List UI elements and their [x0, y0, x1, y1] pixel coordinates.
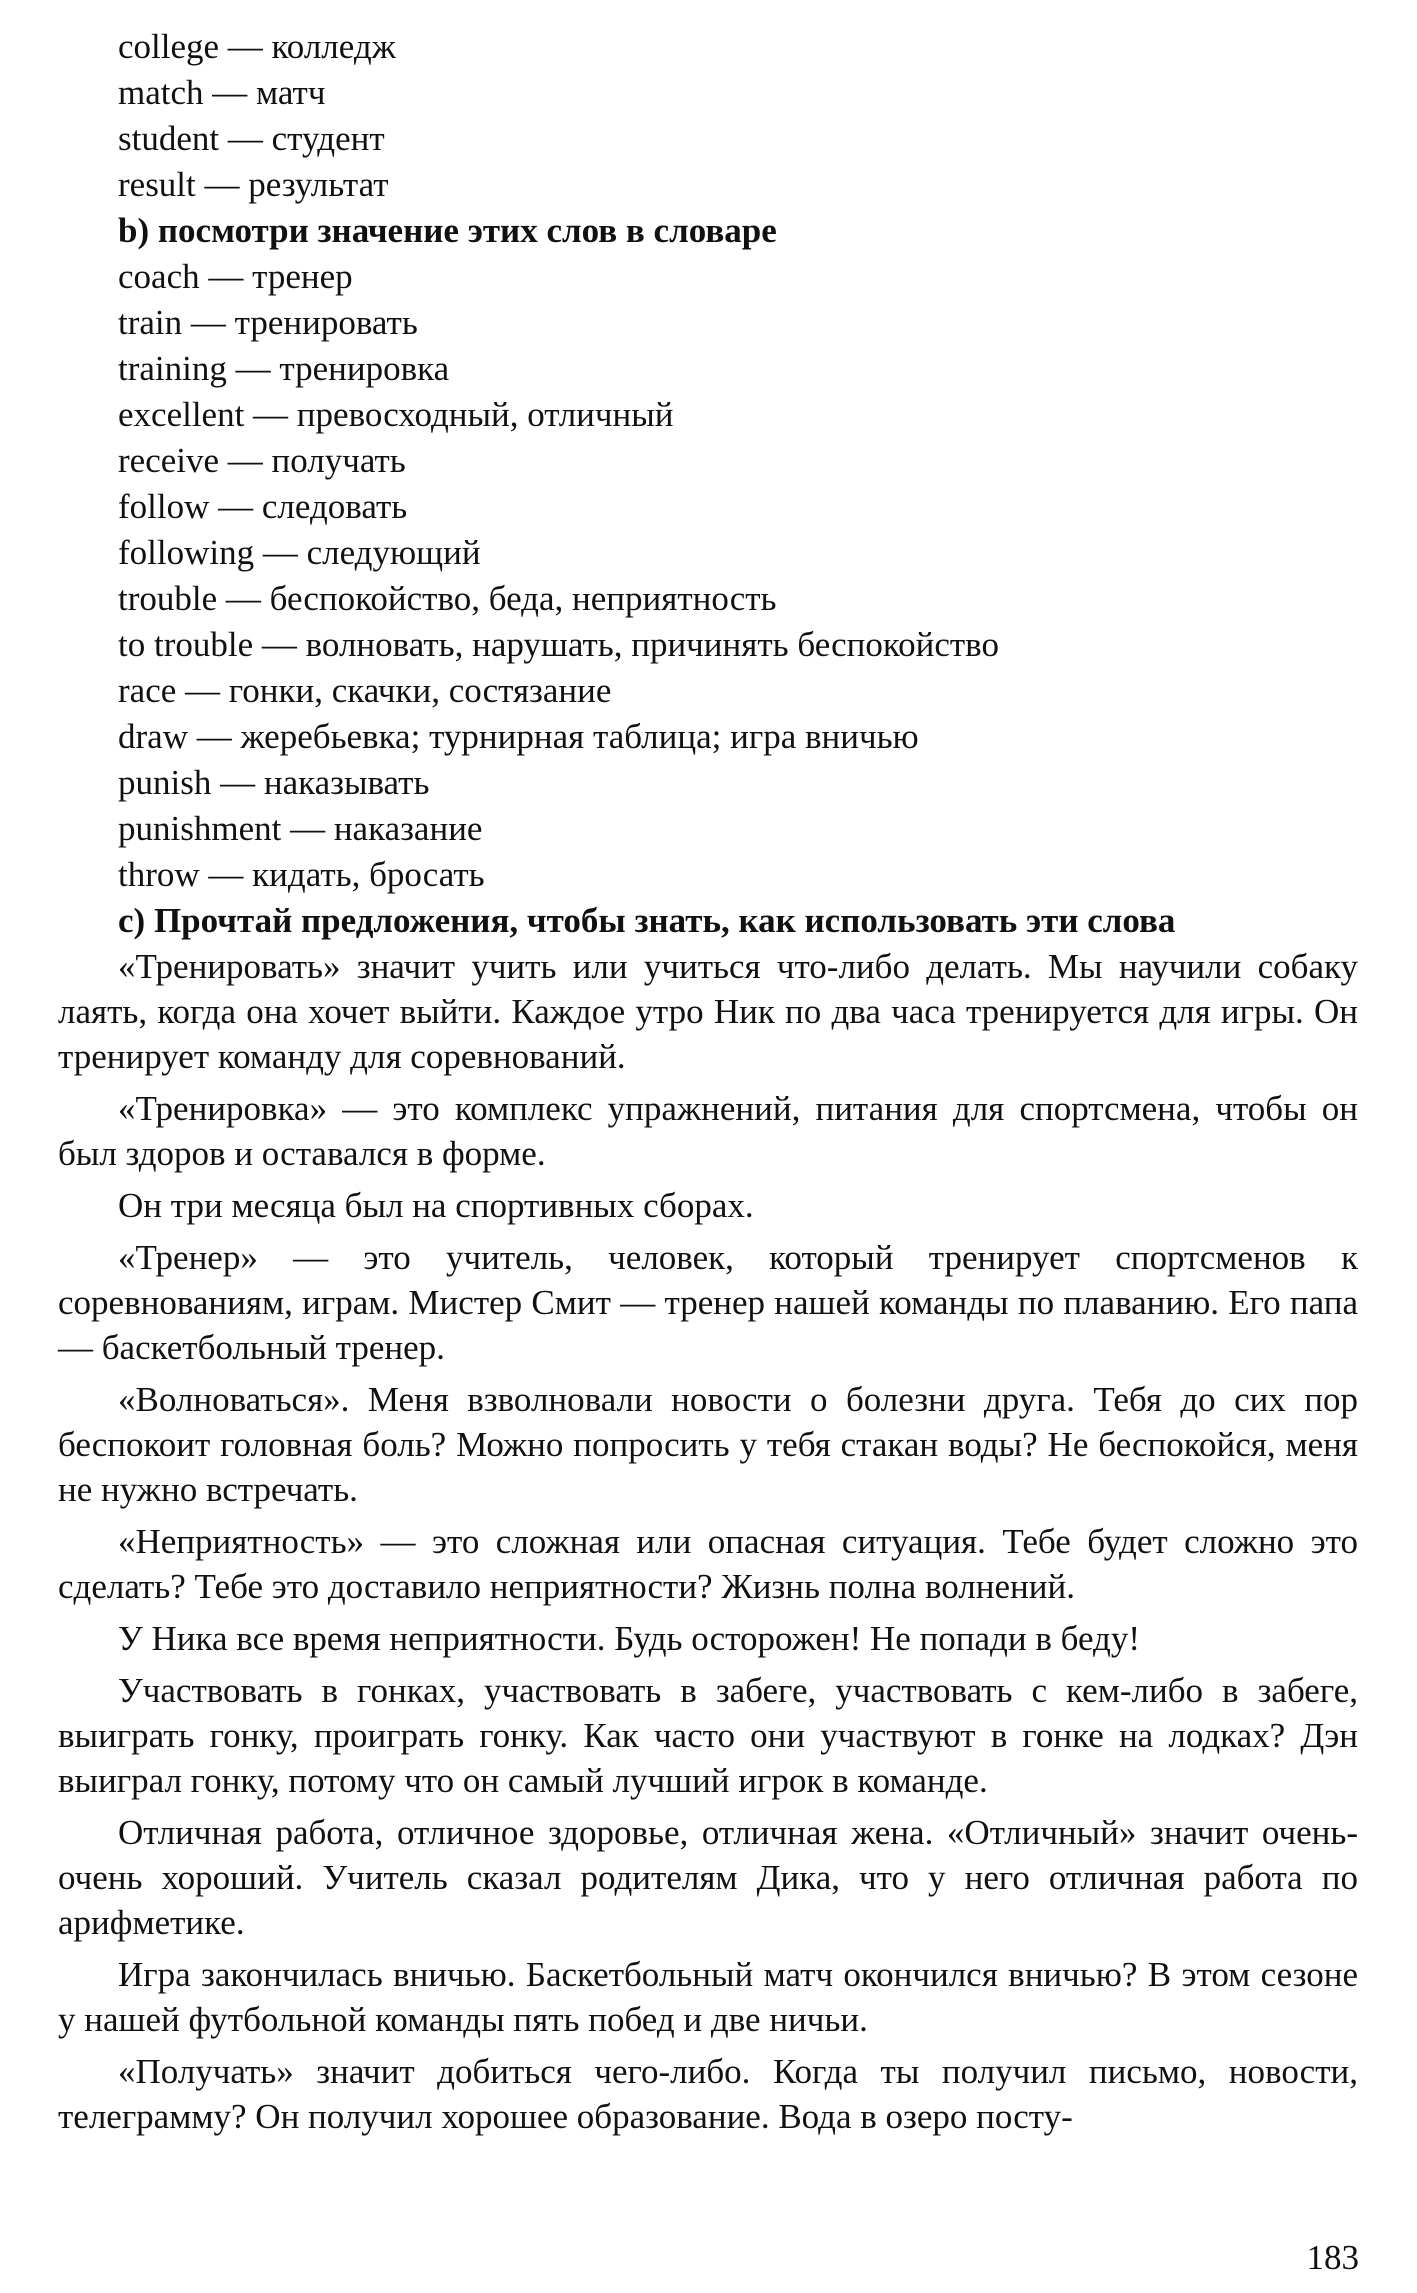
vocab-list-a	[58, 24, 1358, 208]
vocab-entry: college — колледж	[118, 27, 396, 66]
vocab-entry: excellent — превосходный, отличный	[118, 395, 674, 434]
vocab-entry: train — тренировать	[118, 303, 418, 342]
book-page	[58, 24, 1358, 2146]
paragraph: Игра закончилась вничью. Баскетбольный матч окончился вничью? В этом сезоне у нашей футбольной команды пять побед и две ничьи.	[58, 1955, 1358, 2039]
paragraph: «Тренировка» — это комплекс упражнений, питания для спортсмена, чтобы он был здоров и оставался в форме.	[58, 1089, 1358, 1173]
vocab-entry: draw — жеребьевка; турнирная таблица; игра вничью	[118, 717, 919, 756]
vocab-entry: trouble — беспокойство, беда, неприятность	[118, 579, 777, 618]
vocab-entry: punish — наказывать	[118, 763, 430, 802]
paragraph: Он три месяца был на спортивных сборах.	[118, 1186, 754, 1225]
paragraph: «Неприятность» — это сложная или опасная ситуация. Тебе будет сложно это сделать? Тебе это доставило неприятности? Жизнь полна волнений.	[58, 1522, 1358, 1606]
vocab-entry: training — тренировка	[118, 349, 450, 388]
vocab-entry: coach — тренер	[118, 257, 353, 296]
paragraph: У Ника все время неприятности. Будь осторожен! Не попади в беду!	[118, 1619, 1141, 1658]
paragraph: Отличная работа, отличное здоровье, отличная жена. «Отличный» значит очень-очень хороший. Учитель сказал родителям Дика, что у него отличная работа по арифметике.	[58, 1813, 1358, 1942]
vocab-entry: student — студент	[118, 119, 385, 158]
vocab-entry: to trouble — волновать, нарушать, причинять беспокойство	[118, 625, 999, 664]
paragraph: «Тренер» — это учитель, человек, который тренирует спортсменов к соревнованиям, играм. Мистер Смит — тренер нашей команды по плаванию. Его папа — баскетбольный тренер.	[58, 1238, 1358, 1367]
paragraph: «Тренировать» значит учить или учиться что-либо делать. Мы научили собаку лаять, когда она хочет выйти. Каждое утро Ник по два часа тренируется для игры. Он тренирует команду для соревнований.	[58, 947, 1358, 1076]
paragraph: «Волноваться». Меня взволновали новости о болезни друга. Тебя до сих пор беспокоит головная боль? Можно попросить у тебя стакан воды? Не беспокойся, меня не нужно встречать.	[58, 1380, 1358, 1509]
section-heading-b: b) посмотри значение этих слов в словаре	[118, 211, 777, 250]
vocab-list-b	[58, 254, 1358, 898]
vocab-entry: follow — следовать	[118, 487, 408, 526]
section-heading-c: c) Прочтай предложения, чтобы знать, как использовать эти слова	[118, 901, 1176, 940]
paragraph: «Получать» значит добиться чего-либо. Когда ты получил письмо, новости, телеграмму? Он получил хорошее образование. Вода в озеро посту-	[58, 2052, 1358, 2136]
vocab-entry: receive — получать	[118, 441, 406, 480]
vocab-entry: throw — кидать, бросать	[118, 855, 485, 894]
body-text	[58, 944, 1358, 2139]
page-number: 183	[1306, 2238, 1359, 2277]
vocab-entry: result — результат	[118, 165, 389, 204]
vocab-entry: punishment — наказание	[118, 809, 483, 848]
vocab-entry: race — гонки, скачки, состязание	[118, 671, 612, 710]
vocab-entry: following — следующий	[118, 533, 481, 572]
paragraph: Участвовать в гонках, участвовать в забеге, участвовать с кем-либо в забеге, выиграть гонку, проиграть гонку. Как часто они участвуют в гонке на лодках? Дэн выиграл гонку, потому что он самый лучший игрок в команде.	[58, 1671, 1358, 1800]
vocab-entry: match — матч	[118, 73, 326, 112]
